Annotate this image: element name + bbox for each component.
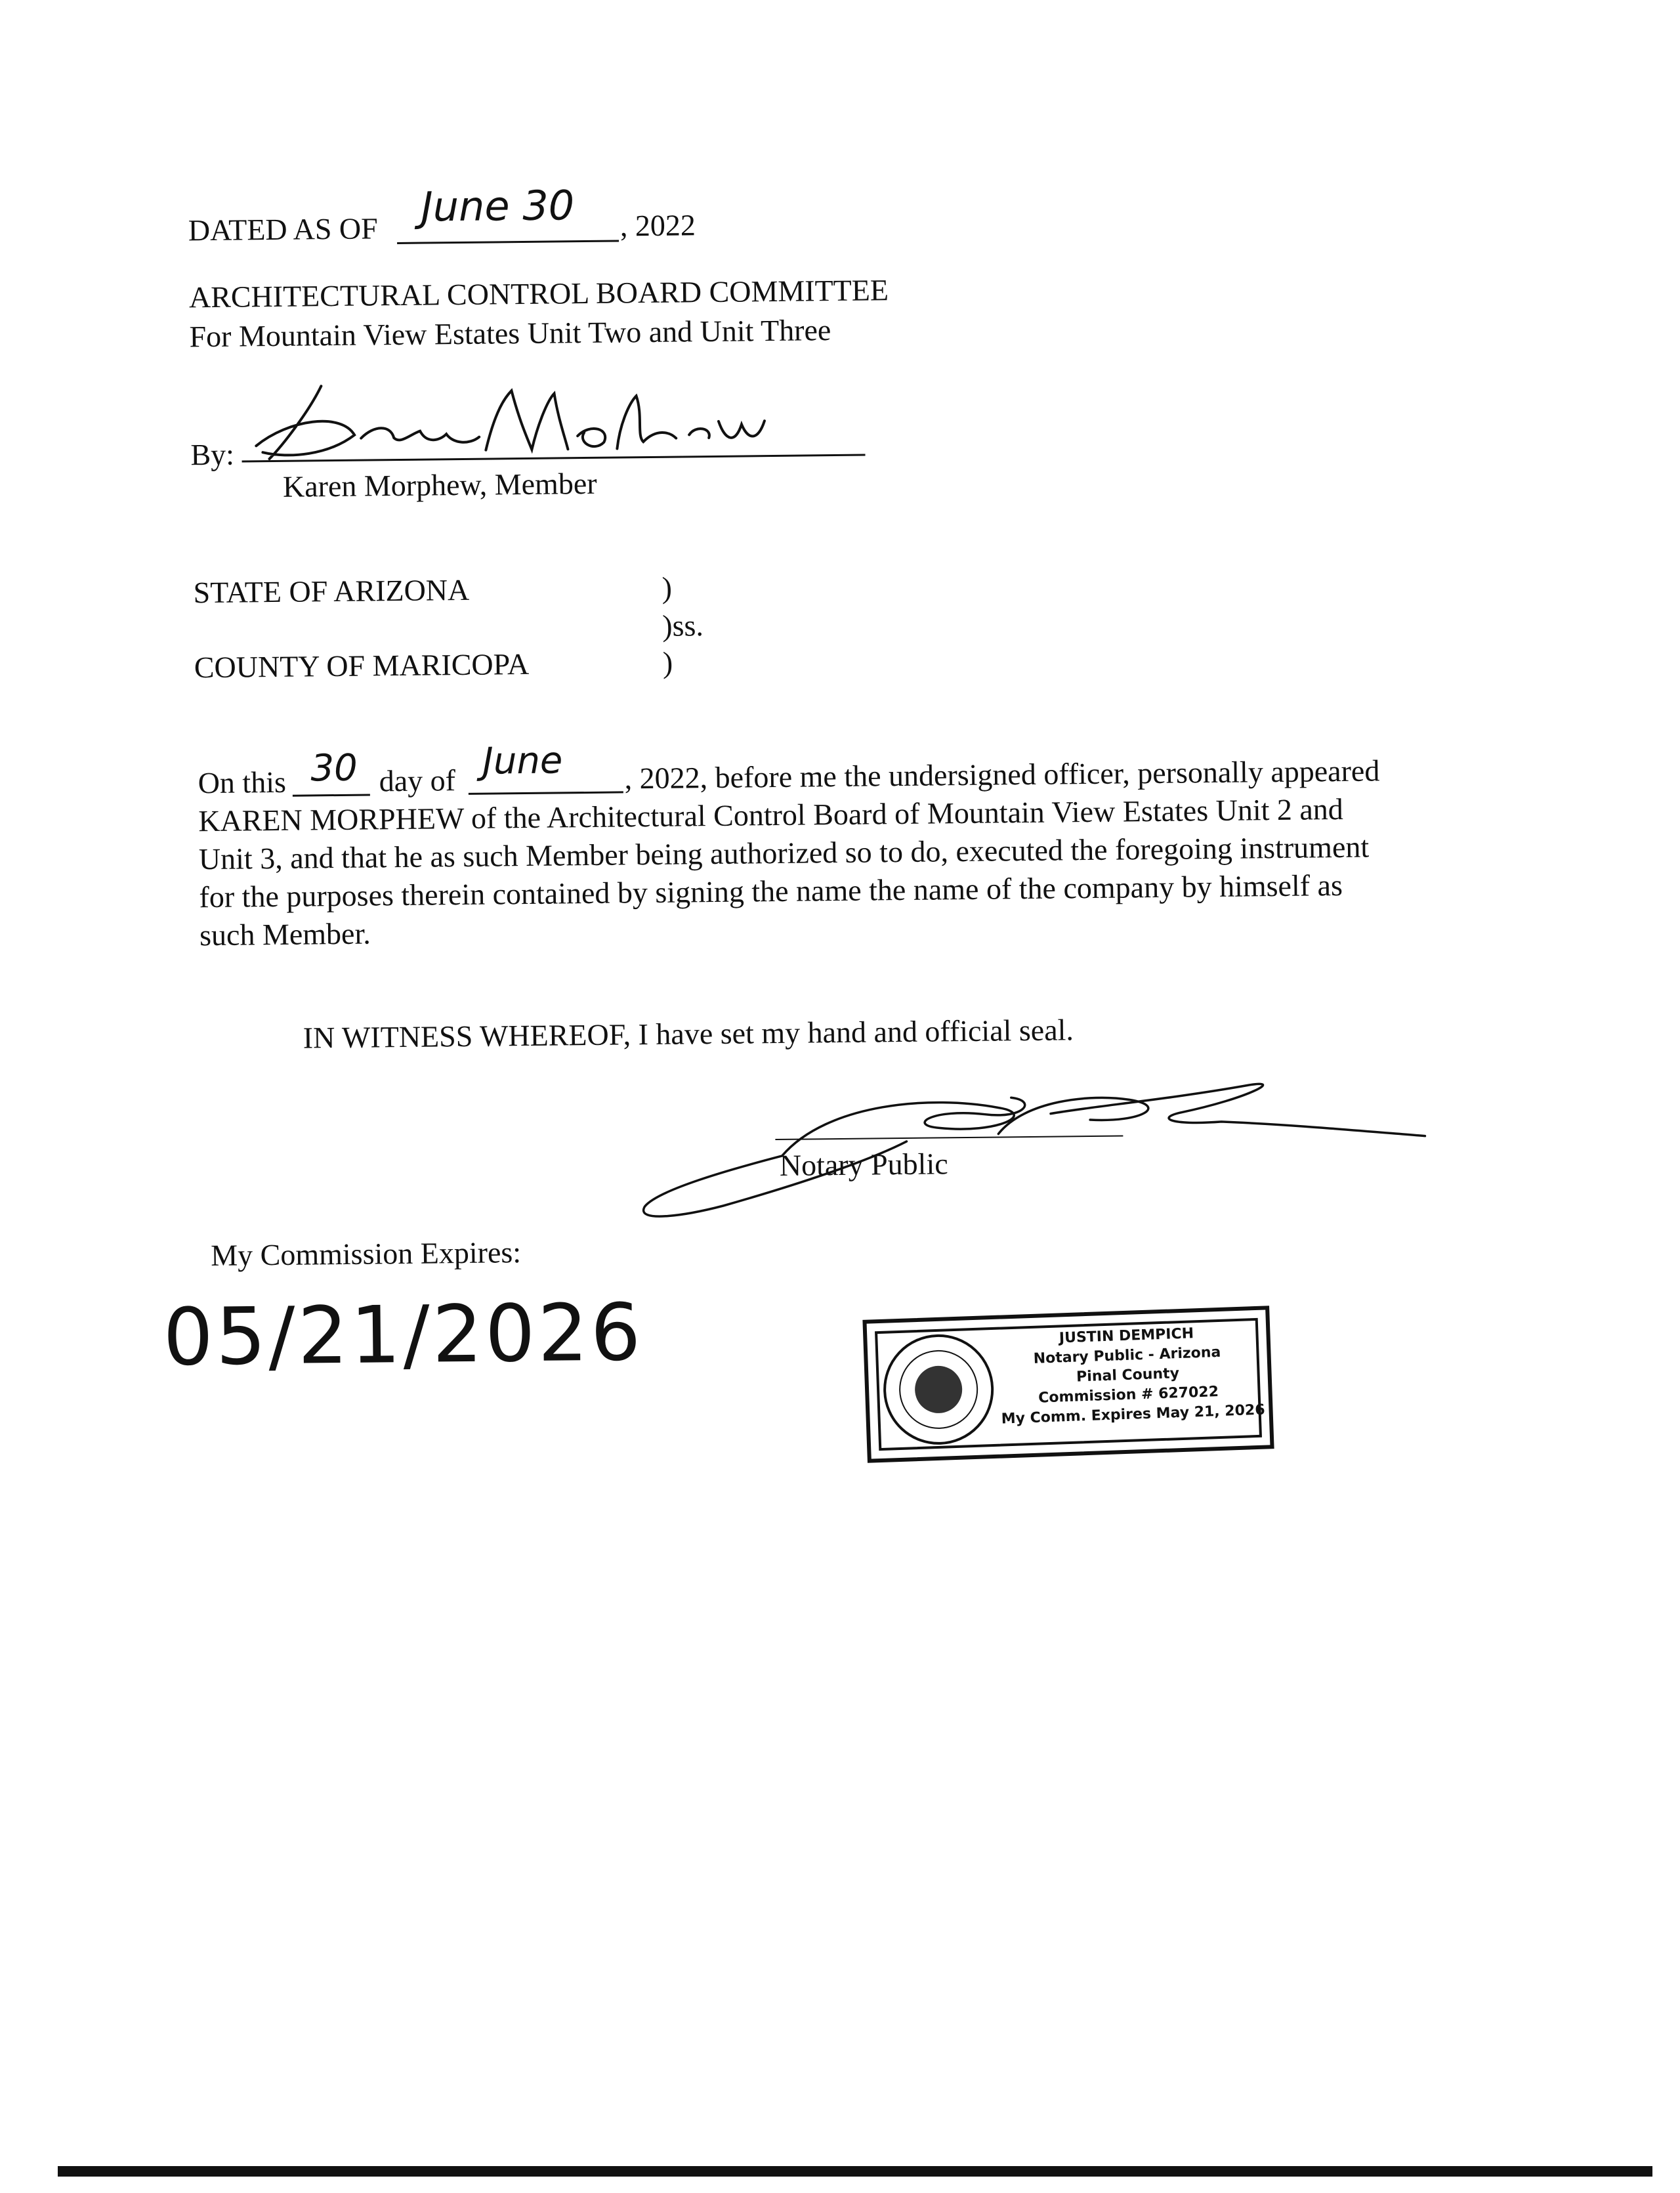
stamp-title: Notary Public - Arizona xyxy=(1033,1344,1221,1367)
stamp-county: Pinal County xyxy=(1076,1365,1180,1386)
notary-label: Notary Public xyxy=(779,1147,948,1182)
stamp-commission: Commission # 627022 xyxy=(1038,1384,1219,1407)
notary-signature-line xyxy=(775,1101,1124,1140)
ack-line5: such Member. xyxy=(199,916,371,952)
committee-title: ARCHITECTURAL CONTROL BOARD COMMITTEE xyxy=(188,273,889,314)
notary-stamp-text xyxy=(998,1322,1265,1430)
ack-line3: Unit 3, and that he as such Member being authorized so to do, executed the foregoing instrument xyxy=(198,830,1370,876)
ack-on-this: On this xyxy=(198,765,287,800)
dated-year: , 2022 xyxy=(620,208,696,243)
venue-state: STATE OF ARIZONA xyxy=(193,572,470,610)
dated-prefix: DATED AS OF xyxy=(188,211,378,247)
notary-signature xyxy=(630,1057,1432,1224)
member-signature xyxy=(242,368,768,479)
venue-paren-top: ) xyxy=(662,570,673,605)
notary-stamp xyxy=(862,1306,1274,1463)
ack-month-handwritten: June xyxy=(482,739,563,783)
ack-line2: KAREN MORPHEW of the Architectural Control Board of Mountain View Estates Unit 2 and xyxy=(198,792,1344,838)
by-label: By: xyxy=(190,437,235,472)
stamp-expires: My Comm. Expires May 21, 2026 xyxy=(1001,1401,1265,1428)
venue-county: COUNTY OF MARICOPA xyxy=(194,647,530,685)
venue-paren-bottom: ) xyxy=(662,645,673,679)
signer-name: Karen Morphew, Member xyxy=(282,466,597,503)
commission-handwritten-date: 05/21/2026 xyxy=(162,1287,644,1384)
ack-day-of: day of xyxy=(379,763,456,798)
ack-day-handwritten: 30 xyxy=(310,746,358,790)
witness-text: IN WITNESS WHEREOF, I have set my hand and official seal. xyxy=(303,1013,1074,1055)
ack-line1-rest: , 2022, before me the undersigned officer, personally appeared xyxy=(624,754,1380,796)
stamp-name: JUSTIN DEMPICH xyxy=(1059,1325,1194,1347)
commission-label: My Commission Expires: xyxy=(210,1235,522,1273)
page-bottom-bar xyxy=(58,2166,1652,2177)
ack-line4: for the purposes therein contained by signing the name the name of the company by himself as xyxy=(199,868,1343,914)
dated-handwritten-date: June 30 xyxy=(421,181,575,231)
committee-subtitle: For Mountain View Estates Unit Two and Unit Three xyxy=(189,313,831,354)
venue-ss: )ss. xyxy=(662,608,704,643)
